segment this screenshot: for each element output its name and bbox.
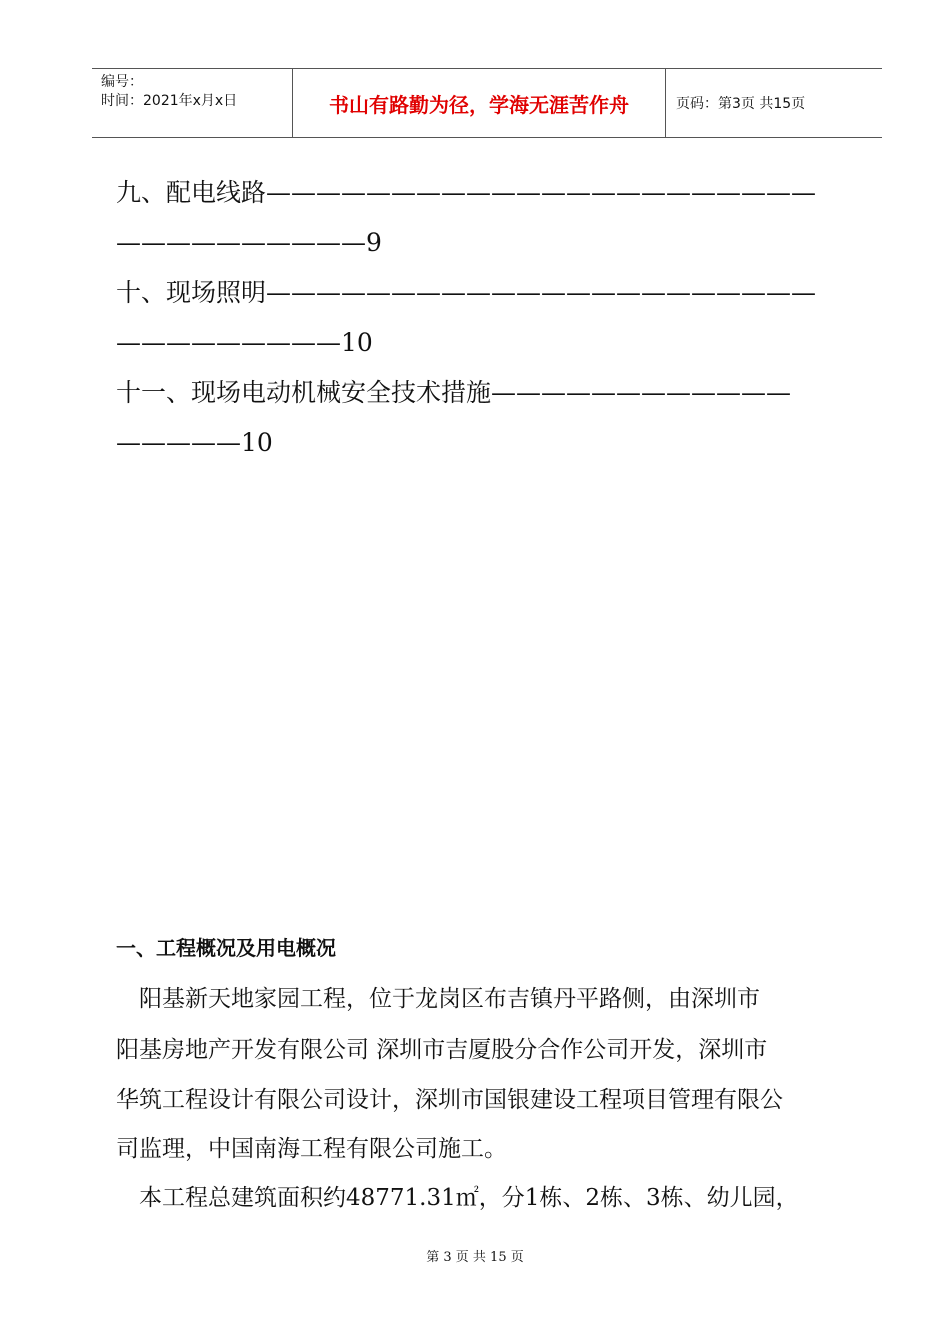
toc-item-line: —————10 (116, 428, 273, 457)
paragraph-line: 阳基房地产开发有限公司 深圳市吉厦股分合作公司开发，深圳市 (116, 1037, 768, 1063)
paragraph-line: 华筑工程设计有限公司设计，深圳市国银建设工程项目管理有限公 (116, 1087, 783, 1113)
header-page-info: 页码：第3页 共15页 (676, 96, 806, 112)
paragraph-line: 司监理，中国南海工程有限公司施工。 (116, 1136, 507, 1162)
page-header (92, 68, 882, 138)
header-meta (92, 69, 293, 137)
paragraph-line: 本工程总建筑面积约48771.31㎡，分1栋、2栋、3栋、幼儿园， (116, 1185, 799, 1211)
toc-item-line: ——————————9 (116, 228, 382, 257)
toc-item-line: —————————10 (116, 328, 373, 357)
header-motto: 书山有路勤为径，学海无涯苦作舟 (293, 69, 666, 137)
time-label: 时间：2021年x月x日 (101, 93, 238, 109)
section-title: 一、工程概况及用电概况 (116, 936, 336, 960)
number-label: 编号： (101, 74, 143, 90)
toc-item-line: 九、配电线路—————————————————————— (116, 178, 817, 207)
page-footer: 第 3 页 共 15 页 (426, 1250, 524, 1265)
paragraph-line: 阳基新天地家园工程，位于龙岗区布吉镇丹平路侧，由深圳市 (116, 986, 760, 1012)
toc-item-line: 十一、现场电动机械安全技术措施———————————— (116, 378, 792, 407)
toc-item-line: 十、现场照明—————————————————————— (116, 278, 817, 307)
